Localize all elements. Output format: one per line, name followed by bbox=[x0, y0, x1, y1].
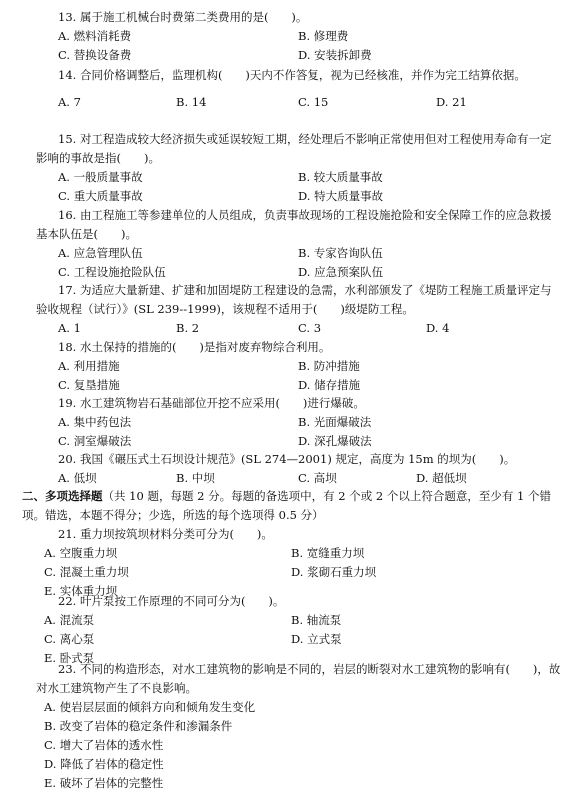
question-14 bbox=[36, 66, 562, 112]
option-b: B. 改变了岩体的稳定条件和渗漏条件 bbox=[44, 719, 233, 733]
option-b: B. 光面爆破法 bbox=[298, 415, 372, 429]
question-13 bbox=[36, 8, 562, 65]
option-a: A. 利用措施 bbox=[58, 359, 120, 373]
option-b: B. 专家咨询队伍 bbox=[298, 246, 383, 260]
option-c: C. 增大了岩体的透水性 bbox=[44, 738, 164, 752]
option-b: B. 修理费 bbox=[298, 29, 349, 43]
option-d: D. 储存措施 bbox=[298, 378, 361, 392]
option-b: B. 防冲措施 bbox=[298, 359, 360, 373]
option-d: D. 浆砌石重力坝 bbox=[291, 565, 377, 579]
option-b: B. 宽缝重力坝 bbox=[291, 546, 365, 560]
option-c: C. 离心泵 bbox=[44, 632, 95, 646]
question-16 bbox=[36, 206, 562, 282]
option-e: E. 破坏了岩体的完整性 bbox=[44, 776, 164, 790]
option-a: A. 1 bbox=[58, 321, 81, 335]
question-stem: 23. 不同的构造形态，对水工建筑物的影响是不同的，岩层的断裂对水工建筑物的影响有( )，故对水工建筑物产生了不良影响。 bbox=[36, 662, 561, 695]
option-d: D. 深孔爆破法 bbox=[298, 434, 372, 448]
option-d: D. 安装拆卸费 bbox=[298, 48, 372, 62]
question-stem: 21. 重力坝按筑坝材料分类可分为( )。 bbox=[58, 527, 273, 541]
option-b: B. 14 bbox=[176, 95, 207, 109]
option-c: C. 15 bbox=[298, 95, 329, 109]
option-b: B. 较大质量事故 bbox=[298, 170, 383, 184]
option-b: B. 中坝 bbox=[176, 471, 215, 485]
option-d: D. 立式泵 bbox=[291, 632, 342, 646]
option-a: A. 7 bbox=[58, 95, 81, 109]
question-18 bbox=[36, 338, 562, 395]
question-stem: 16. 由工程施工等参建单位的人员组成，负责事故现场的工程设施抢险和安全保障工作的应急救援基本队伍是( )。 bbox=[36, 208, 552, 241]
option-b: B. 轴流泵 bbox=[291, 613, 342, 627]
option-c: C. 重大质量事故 bbox=[58, 189, 143, 203]
question-stem: 15. 对工程造成较大经济损失或延误较短工期，经处理后不影响正常使用但对工程使用寿命有一定影响的事故是指( )。 bbox=[36, 132, 552, 165]
option-d: D. 降低了岩体的稳定性 bbox=[44, 757, 164, 771]
option-a: A. 集中药包法 bbox=[58, 415, 132, 429]
option-c: C. 混凝土重力坝 bbox=[44, 565, 129, 579]
section-title: 二、多项选择题 bbox=[22, 489, 103, 503]
section-description: （共 10 题，每题 2 分。每题的备选项中，有 2 个或 2 个以上符合题意，至少有 1 个错项。错选，本题不得分；少选，所选的每个选项得 0.5 分） bbox=[22, 489, 551, 522]
question-stem: 20. 我国《碾压式土石坝设计规范》(SL 274—2001) 规定，高度为 15m 的坝为( )。 bbox=[58, 452, 516, 466]
question-stem: 19. 水工建筑物岩石基础部位开挖不应采用( )进行爆破。 bbox=[58, 396, 365, 410]
question-19 bbox=[36, 394, 562, 451]
option-c: C. 高坝 bbox=[298, 471, 337, 485]
question-15 bbox=[36, 130, 562, 206]
question-stem: 14. 合同价格调整后，监理机构( )天内不作答复，视为已经核准，并作为完工结算依据。 bbox=[58, 68, 526, 82]
section-2-header bbox=[22, 487, 562, 525]
question-stem: 22. 叶片泵按工作原理的不同可分为( )。 bbox=[58, 594, 285, 608]
question-stem: 13. 属于施工机械台时费第二类费用的是( )。 bbox=[58, 10, 308, 24]
option-d: D. 特大质量事故 bbox=[298, 189, 384, 203]
option-c: C. 工程设施抢险队伍 bbox=[58, 265, 166, 279]
option-d: D. 21 bbox=[436, 95, 467, 109]
option-a: A. 应急管理队伍 bbox=[58, 246, 143, 260]
option-a: A. 一般质量事故 bbox=[58, 170, 143, 184]
option-a: A. 燃料消耗费 bbox=[58, 29, 132, 43]
option-d: D. 应急预案队伍 bbox=[298, 265, 384, 279]
option-a: A. 使岩层层面的倾斜方向和倾角发生变化 bbox=[44, 700, 256, 714]
option-c: C. 3 bbox=[298, 321, 322, 335]
option-c: C. 复垦措施 bbox=[58, 378, 120, 392]
option-a: A. 空腹重力坝 bbox=[44, 546, 118, 560]
option-e: E. 卧式泵 bbox=[44, 651, 95, 665]
option-a: A. 混流泵 bbox=[44, 613, 95, 627]
question-17 bbox=[36, 281, 562, 338]
question-stem: 17. 为适应大量新建、扩建和加固堤防工程建设的急需，水利部颁发了《堤防工程施工质量评定与验收规程（试行）》(SL 239--1999)，该规程不适用于( )级堤防工程。 bbox=[36, 283, 552, 316]
option-d: D. 4 bbox=[426, 321, 450, 335]
option-c: C. 洞室爆破法 bbox=[58, 434, 132, 448]
option-e: E. 实体重力坝 bbox=[44, 584, 118, 598]
question-20 bbox=[36, 450, 562, 488]
option-c: C. 替换设备费 bbox=[58, 48, 132, 62]
option-b: B. 2 bbox=[176, 321, 200, 335]
question-stem: 18. 水土保持的措施的( )是指对废弃物综合利用。 bbox=[58, 340, 331, 354]
option-d: D. 超低坝 bbox=[416, 471, 467, 485]
question-22 bbox=[36, 592, 562, 668]
question-23 bbox=[36, 660, 562, 793]
option-a: A. 低坝 bbox=[58, 471, 97, 485]
question-21 bbox=[36, 525, 562, 601]
